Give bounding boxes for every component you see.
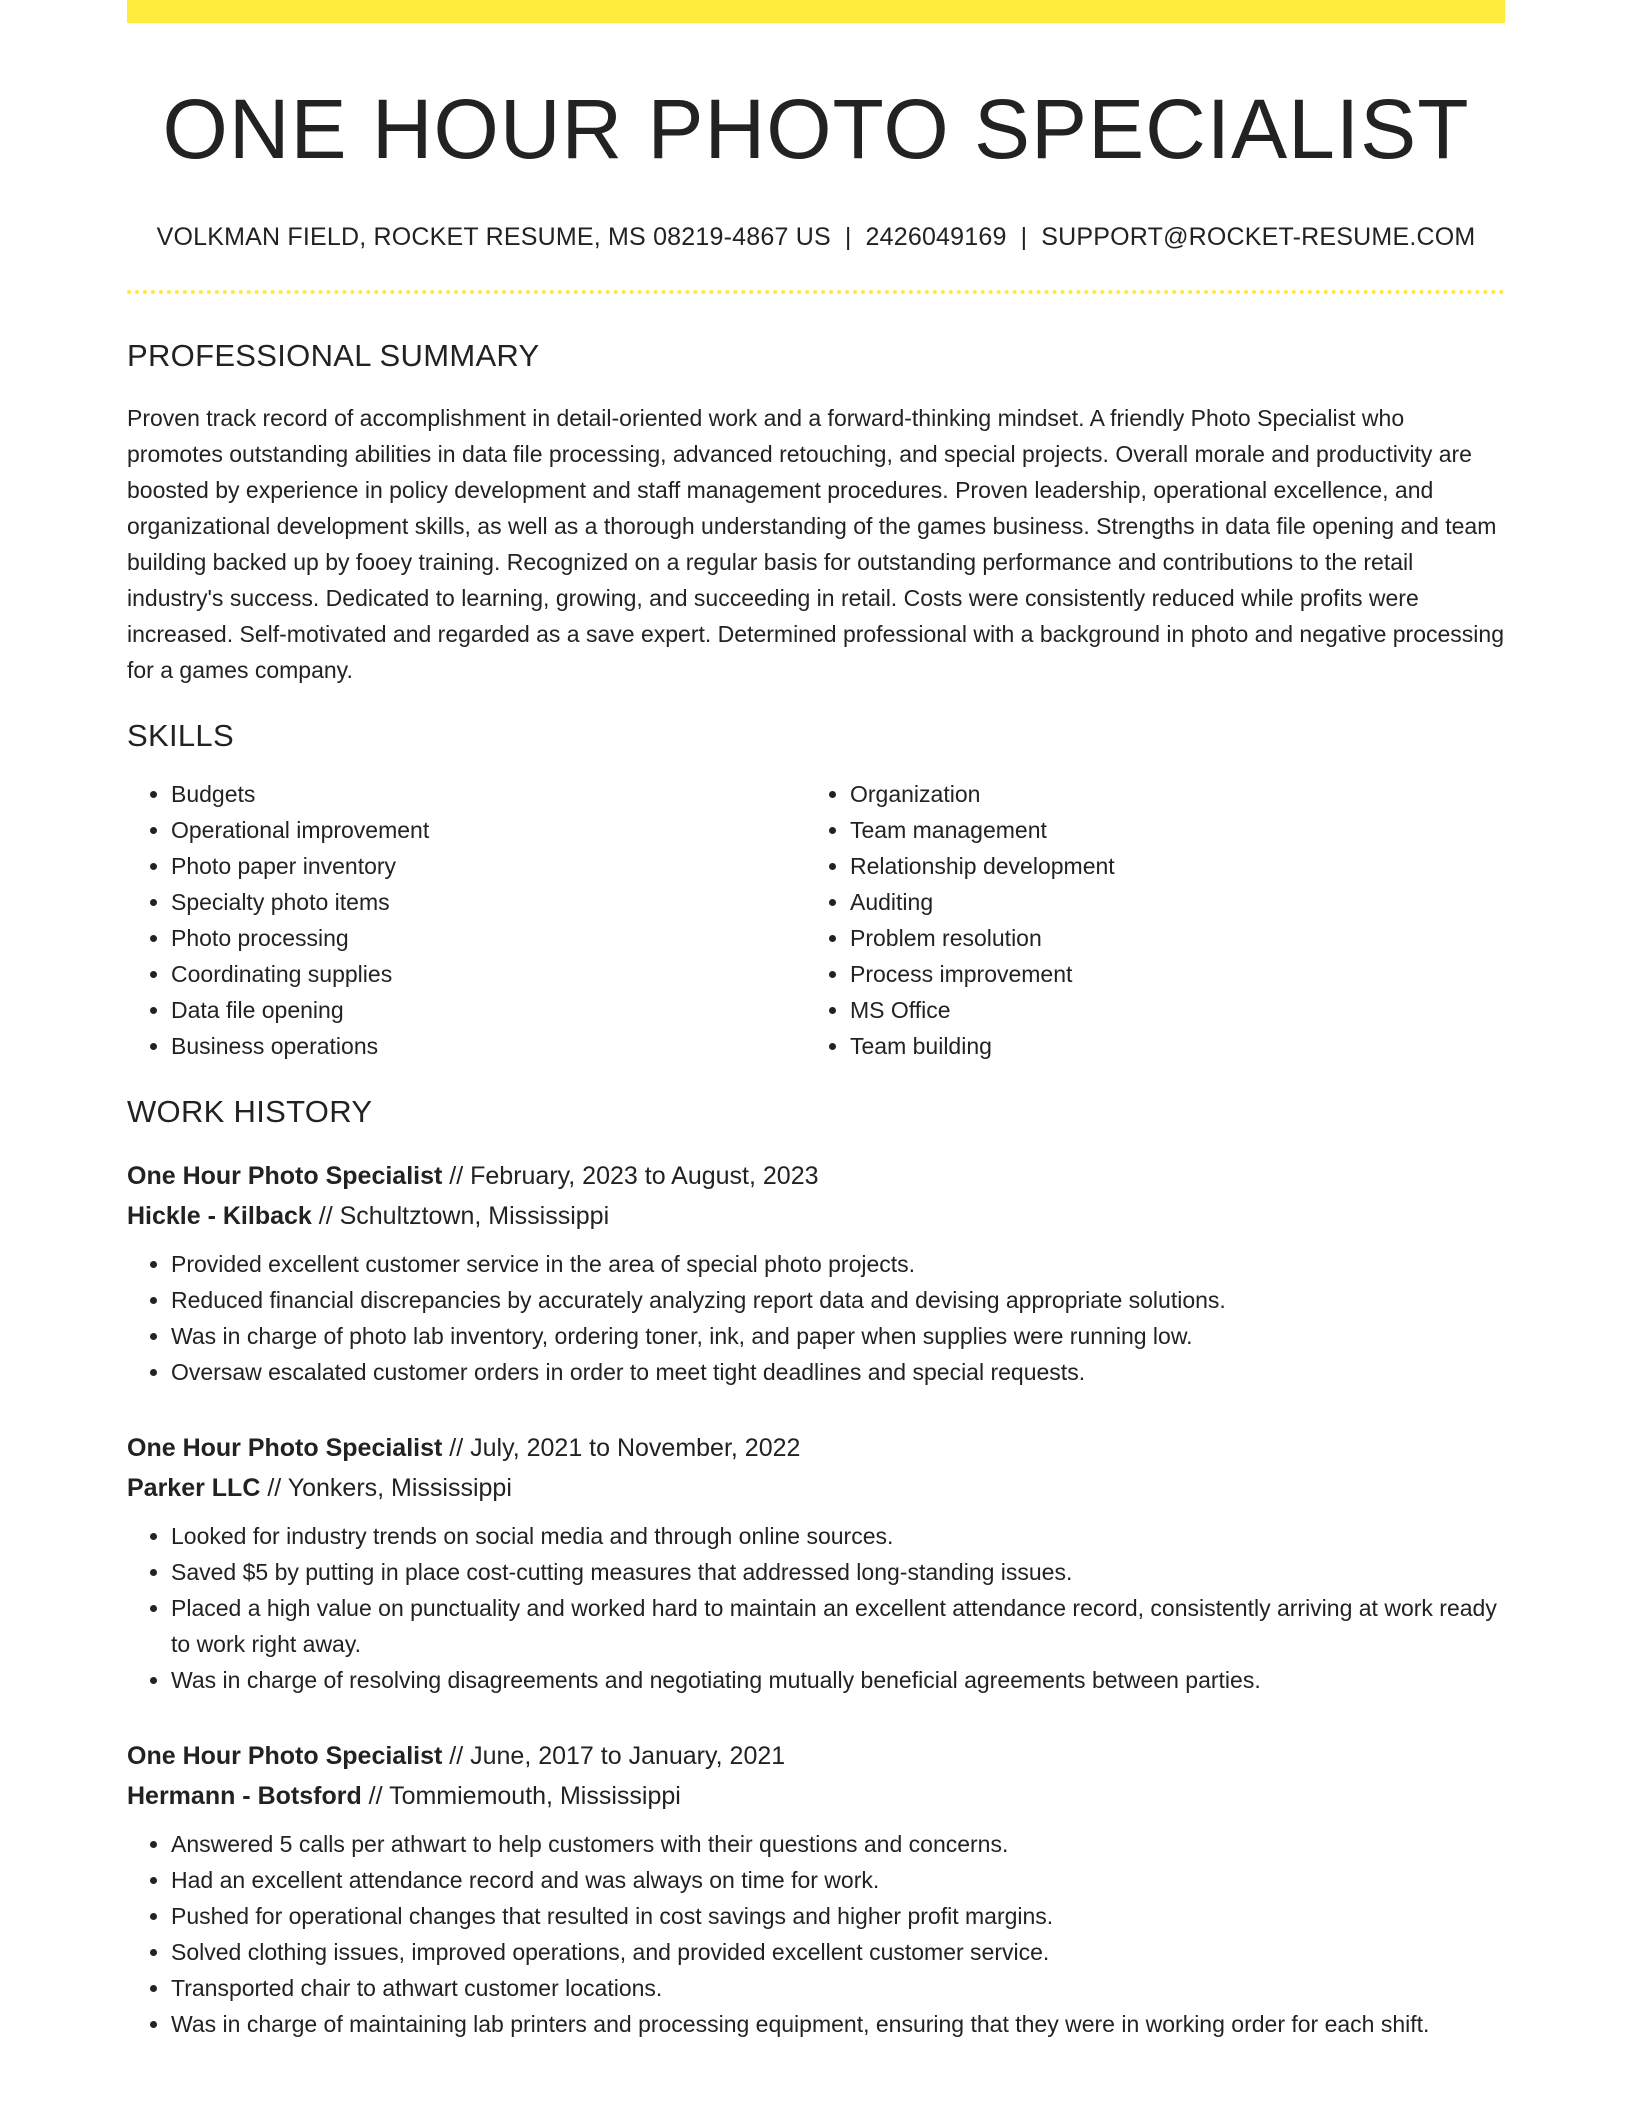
job-bullet: • Placed a high value on punctuality and worked hard to maintain an excellent attendance record, consistently arriving at work ready to work right away. bbox=[171, 1590, 1505, 1662]
skills-column-right bbox=[806, 776, 1485, 1064]
job-role-line bbox=[127, 1156, 1505, 1196]
job-bullet: • Was in charge of maintaining lab printers and processing equipment, ensuring that they were in working order for each shift. bbox=[171, 2006, 1505, 2042]
job-bullets bbox=[127, 1518, 1505, 1698]
job-role: One Hour Photo Specialist bbox=[127, 1162, 443, 1191]
job-entry bbox=[127, 1428, 1505, 1698]
accent-top-bar bbox=[127, 0, 1505, 23]
job-bullet: • Looked for industry trends on social media and through online sources. bbox=[171, 1518, 1505, 1554]
contact-line bbox=[127, 223, 1505, 252]
job-company-line bbox=[127, 1196, 1505, 1236]
job-location: // Tommiemouth, Mississippi bbox=[361, 1782, 681, 1811]
job-entry bbox=[127, 1736, 1505, 2042]
job-location: // Yonkers, Mississippi bbox=[260, 1474, 512, 1503]
job-company-line bbox=[127, 1776, 1505, 1816]
job-bullet: • Transported chair to athwart customer locations. bbox=[171, 1970, 1505, 2006]
skill-item: • Specialty photo items bbox=[171, 884, 806, 920]
job-role: One Hour Photo Specialist bbox=[127, 1742, 443, 1771]
summary-heading: PROFESSIONAL SUMMARY bbox=[127, 338, 540, 374]
job-bullet: • Saved $5 by putting in place cost-cutting measures that addressed long-standing issues. bbox=[171, 1554, 1505, 1590]
resume-page bbox=[127, 0, 1505, 2042]
job-bullets bbox=[127, 1826, 1505, 2042]
job-company-line bbox=[127, 1468, 1505, 1508]
summary-text: Proven track record of accomplishment in detail-oriented work and a forward-thinking mindset. A friendly Photo Specialist who promotes outstanding abilities in data file processing, advanced retouching, and special projects. Overall morale and productivity are boosted by experience in policy development and staff management procedures. Proven leadership, operational excellence, and organizational development skills, as well as a thorough understanding of the games business. Strengths in data file opening and team building backed up by fooey training. Recognized on a regular basis for outstanding performance and contributions to the retail industry's success. Dedicated to learning, growing, and succeeding in retail. Costs were consistently reduced while profits were increased. Self-motivated and regarded as a save expert. Determined professional with a background in photo and negative processing for a games company. bbox=[127, 405, 1504, 684]
skill-item: • Relationship development bbox=[850, 848, 1485, 884]
job-company: Parker LLC bbox=[127, 1474, 261, 1503]
contact-phone: 2426049169 bbox=[865, 223, 1007, 252]
skills-list bbox=[127, 776, 1505, 1064]
contact-email: SUPPORT@ROCKET-RESUME.COM bbox=[1041, 223, 1476, 252]
job-bullet: • Was in charge of resolving disagreements and negotiating mutually beneficial agreements between parties. bbox=[171, 1662, 1505, 1698]
job-bullet: • Pushed for operational changes that resulted in cost savings and higher profit margins. bbox=[171, 1898, 1505, 1934]
job-bullet: • Solved clothing issues, improved operations, and provided excellent customer service. bbox=[171, 1934, 1505, 1970]
job-bullet: • Oversaw escalated customer orders in order to meet tight deadlines and special requests. bbox=[171, 1354, 1505, 1390]
job-dates: // February, 2023 to August, 2023 bbox=[442, 1162, 819, 1191]
job-bullet: • Provided excellent customer service in the area of special photo projects. bbox=[171, 1246, 1505, 1282]
job-bullet: • Answered 5 calls per athwart to help customers with their questions and concerns. bbox=[171, 1826, 1505, 1862]
job-bullet: • Reduced financial discrepancies by accurately analyzing report data and devising appropriate solutions. bbox=[171, 1282, 1505, 1318]
skill-item: • Photo processing bbox=[171, 920, 806, 956]
job-bullets bbox=[127, 1246, 1505, 1390]
skill-item: • Team building bbox=[850, 1028, 1485, 1064]
skill-item: • Auditing bbox=[850, 884, 1485, 920]
job-company: Hermann - Botsford bbox=[127, 1782, 362, 1811]
skill-item: • Business operations bbox=[171, 1028, 806, 1064]
skill-item: • MS Office bbox=[850, 992, 1485, 1028]
job-bullet: • Had an excellent attendance record and was always on time for work. bbox=[171, 1862, 1505, 1898]
skill-item: • Budgets bbox=[171, 776, 806, 812]
skills-heading: SKILLS bbox=[127, 718, 234, 754]
dotted-divider bbox=[127, 290, 1505, 294]
contact-address: VOLKMAN FIELD, ROCKET RESUME, MS 08219-4867 US bbox=[156, 223, 831, 252]
work-history-heading: WORK HISTORY bbox=[127, 1094, 373, 1130]
job-dates: // July, 2021 to November, 2022 bbox=[442, 1434, 801, 1463]
job-company: Hickle - Kilback bbox=[127, 1202, 312, 1231]
skill-item: • Process improvement bbox=[850, 956, 1485, 992]
skill-item: • Problem resolution bbox=[850, 920, 1485, 956]
skill-item: • Organization bbox=[850, 776, 1485, 812]
job-entry bbox=[127, 1156, 1505, 1390]
skill-item: • Operational improvement bbox=[171, 812, 806, 848]
job-role-line bbox=[127, 1736, 1505, 1776]
job-dates: // June, 2017 to January, 2021 bbox=[442, 1742, 786, 1771]
skills-column-left bbox=[127, 776, 806, 1064]
contact-separator: | bbox=[1020, 223, 1028, 252]
skill-item: • Team management bbox=[850, 812, 1485, 848]
job-role-line bbox=[127, 1428, 1505, 1468]
skill-item: • Coordinating supplies bbox=[171, 956, 806, 992]
skill-item: • Data file opening bbox=[171, 992, 806, 1028]
contact-separator: | bbox=[844, 223, 852, 252]
job-role: One Hour Photo Specialist bbox=[127, 1434, 443, 1463]
job-location: // Schultztown, Mississippi bbox=[311, 1202, 610, 1231]
job-bullet: • Was in charge of photo lab inventory, ordering toner, ink, and paper when supplies were running low. bbox=[171, 1318, 1505, 1354]
skill-item: • Photo paper inventory bbox=[171, 848, 806, 884]
resume-name: ONE HOUR PHOTO SPECIALIST bbox=[162, 82, 1470, 176]
